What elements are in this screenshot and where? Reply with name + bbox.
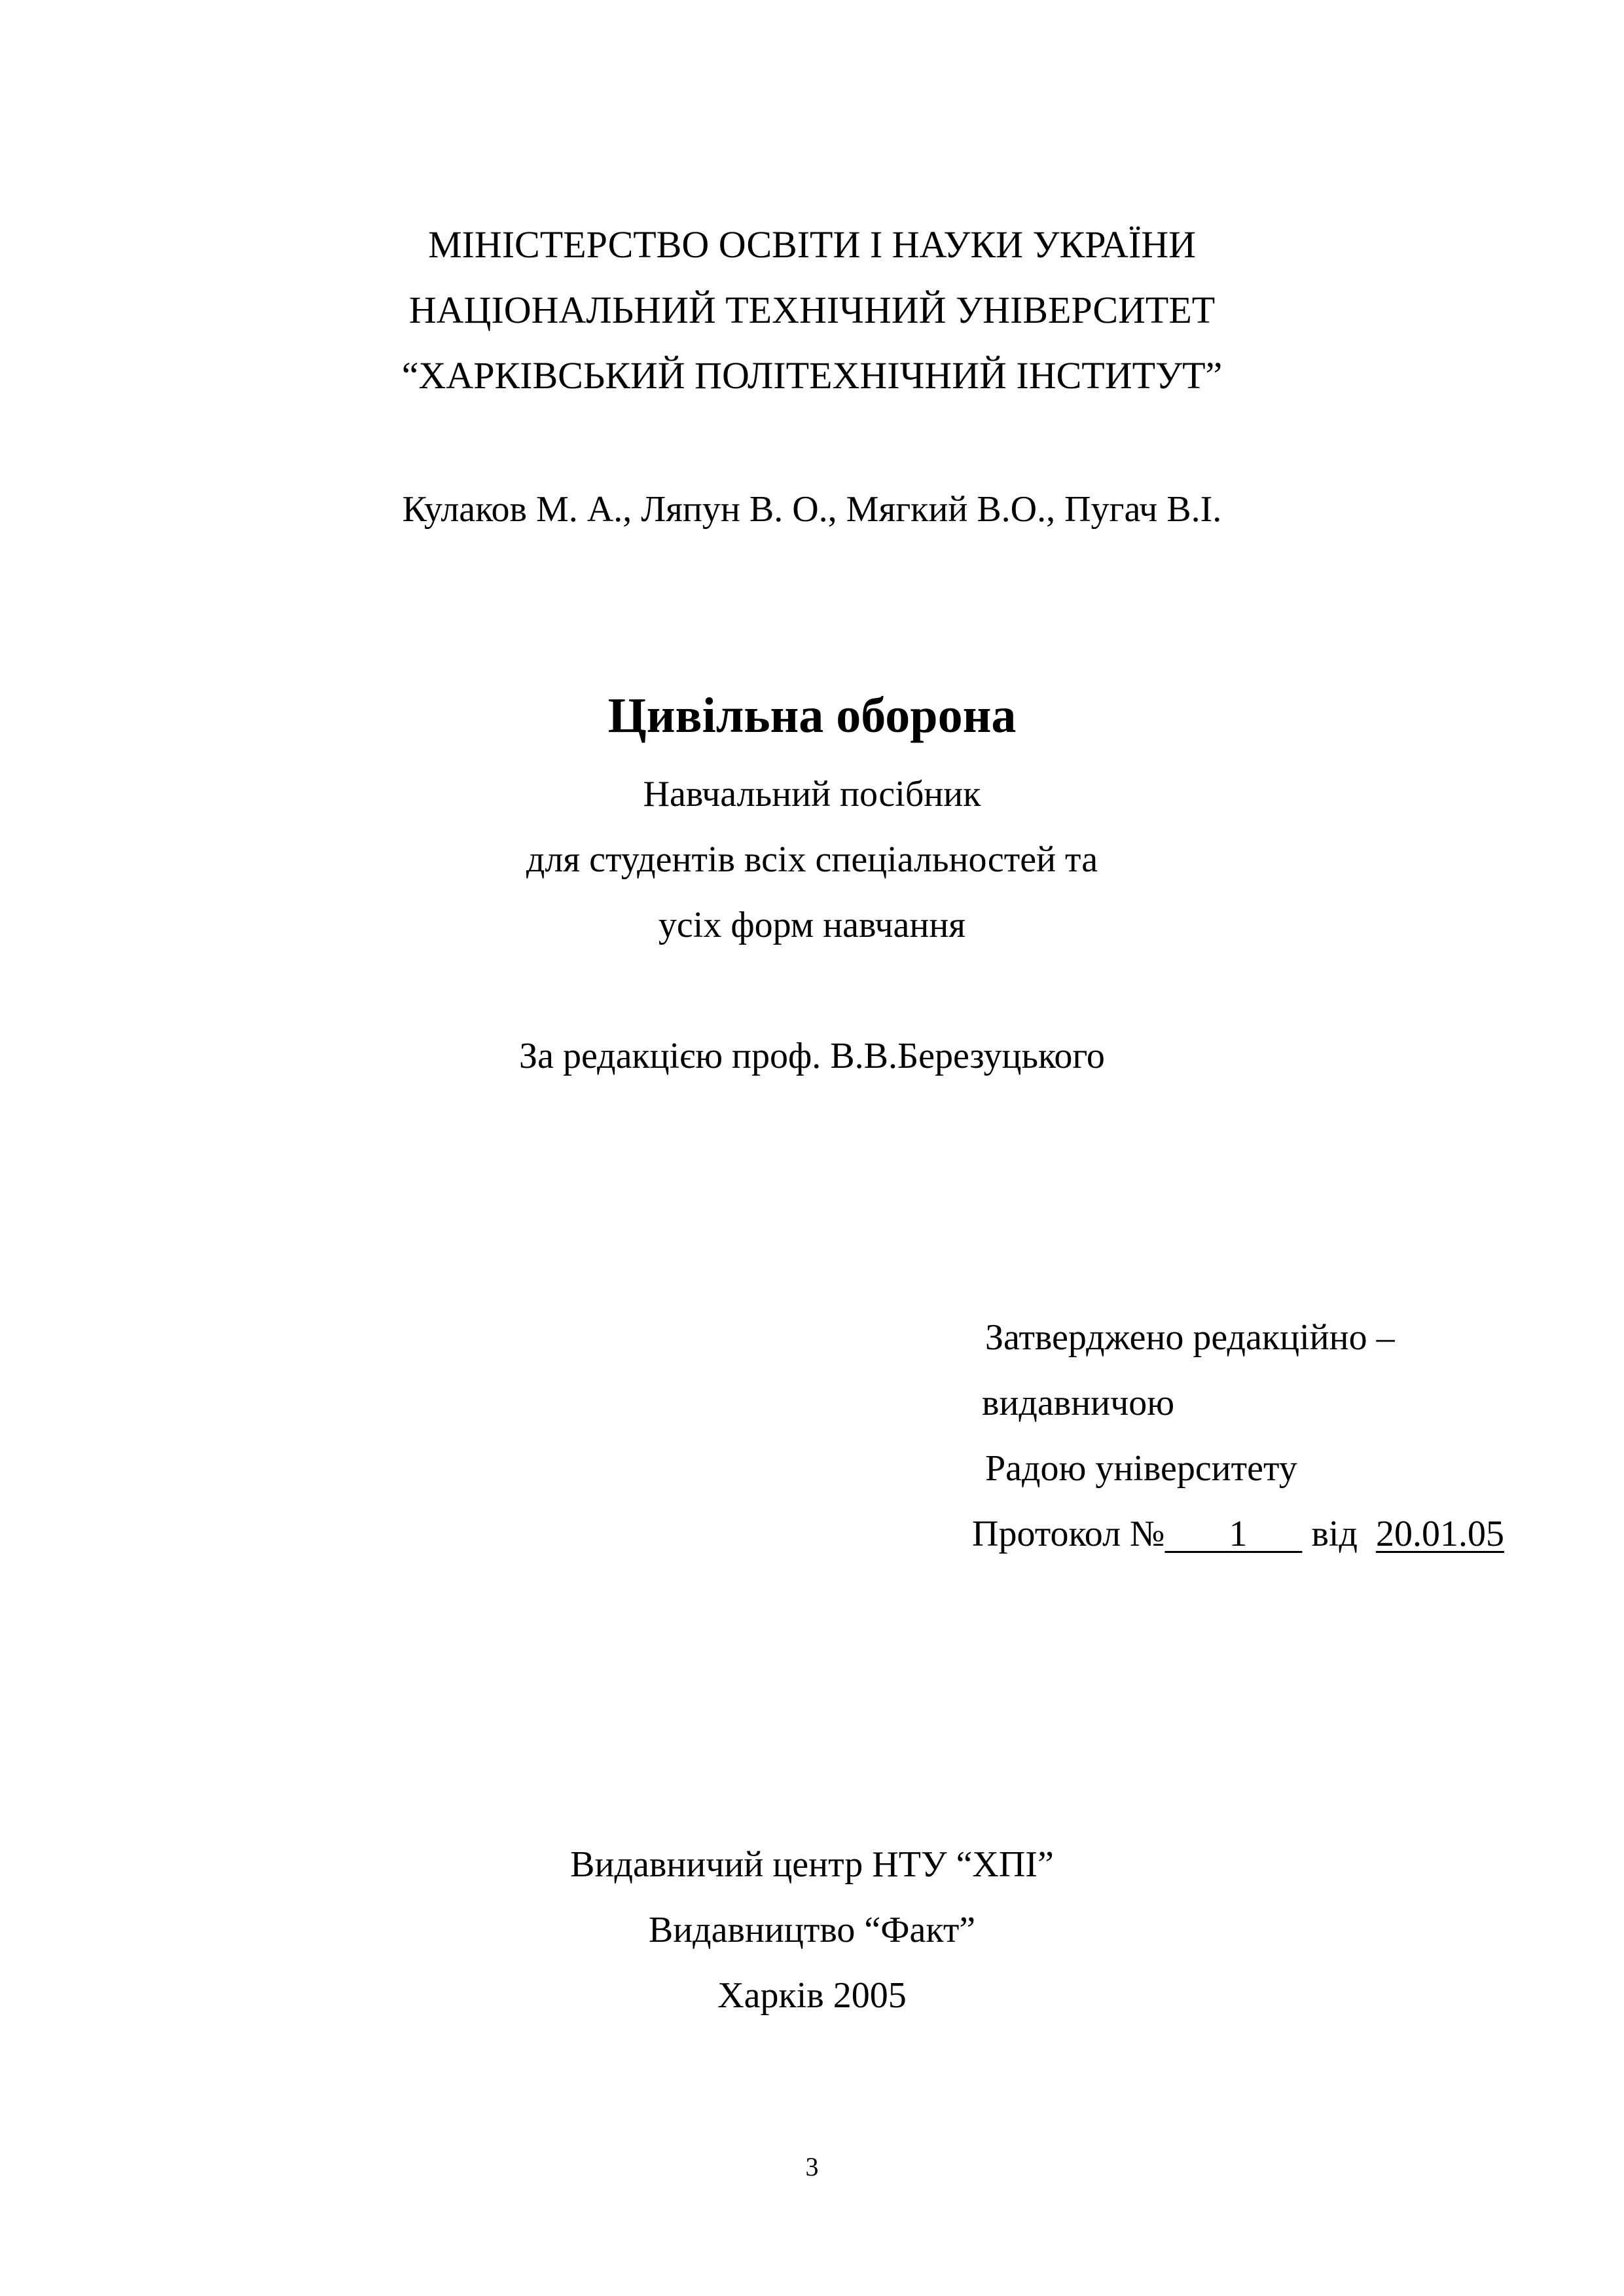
book-type: Навчальний посібник (643, 774, 981, 814)
audience-line-1: для студентів всіх спеціальностей та (526, 839, 1098, 880)
protocol-label: Протокол № (972, 1514, 1165, 1554)
institute-heading: “ХАРКІВСЬКИЙ ПОЛІТЕХНІЧНИЙ ІНСТИТУТ” (401, 354, 1223, 397)
protocol-line (972, 1516, 1504, 1552)
authors-line: Кулаков М. А., Ляпун В. О., Мягкий В.О., Пугач В.І. (402, 489, 1222, 530)
protocol-date: 20.01.05 (1375, 1514, 1504, 1554)
book-title: Цивільна оборона (607, 688, 1017, 743)
page-number: 3 (805, 2152, 819, 2181)
date-label: від (1311, 1514, 1358, 1554)
city-year: Харків 2005 (717, 1975, 907, 2016)
protocol-number: 1 (1229, 1514, 1248, 1554)
approval-line-2: видавничою (982, 1383, 1175, 1423)
university-heading: НАЦІОНАЛЬНИЙ ТЕХНІЧНИЙ УНІВЕРСИТЕТ (408, 289, 1216, 331)
approval-line-3: Радою університету (985, 1448, 1297, 1489)
editor-line: За редакцією проф. В.В.Березуцького (519, 1036, 1105, 1076)
publisher-center: Видавничий центр НТУ “ХПІ” (570, 1844, 1054, 1885)
audience-line-2: усіх форм навчання (658, 905, 966, 945)
approval-line-1: Затверджено редакційно – (985, 1317, 1395, 1358)
publisher-house: Видавництво “Факт” (648, 1910, 976, 1950)
ministry-heading: МІНІСТЕРСТВО ОСВІТИ І НАУКИ УКРАЇНИ (427, 223, 1197, 266)
